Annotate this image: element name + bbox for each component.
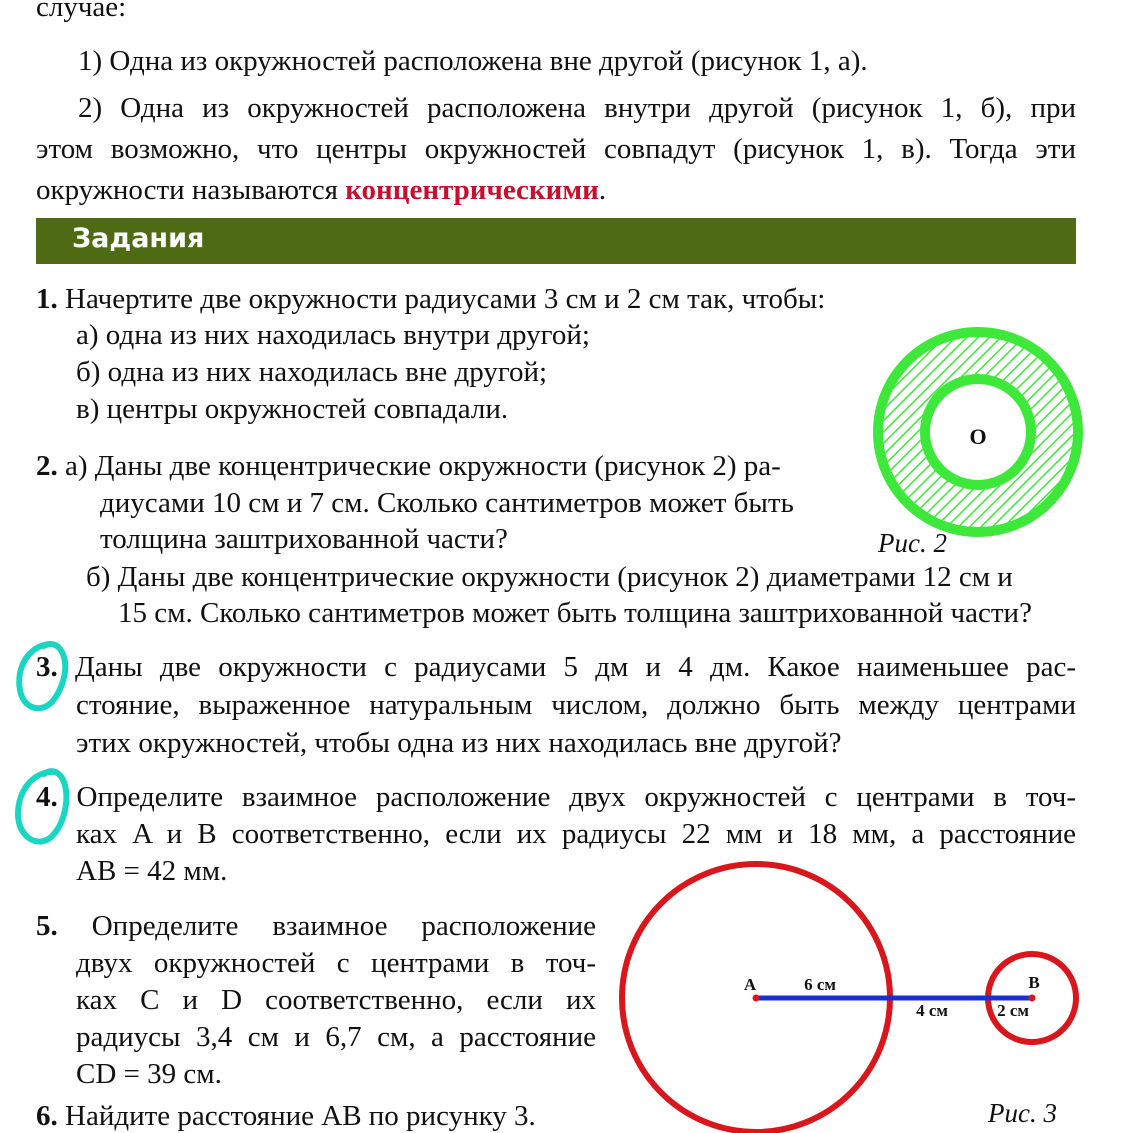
term-concentric: концентрическими <box>345 174 599 206</box>
task-text: Найдите расстояние AB по рисунку 3. <box>65 1100 536 1132</box>
label-a: A <box>743 975 757 994</box>
task-1 <box>36 282 825 316</box>
intro-case-2-line-3 <box>36 173 606 207</box>
handwritten-circle-mark-icon <box>10 764 80 854</box>
task-2-a-line-2: диусами 10 см и 7 см. Сколько сантиметров может быть <box>100 487 794 519</box>
task-6 <box>36 1099 536 1133</box>
task-3-line-1 <box>36 650 1076 684</box>
section-title: Задания <box>72 223 205 254</box>
task-3-line-3: этих окружностей, чтобы одна из них находилась вне другой? <box>76 727 842 759</box>
figure-2-caption: Рис. 2 <box>878 528 947 558</box>
task-5-line-3: ках C и D соответственно, если их <box>76 984 596 1016</box>
figure-3-two-circles <box>620 852 1080 1132</box>
figure-2-concentric-rings <box>868 322 1088 542</box>
task-3-line-2: стояние, выраженное натуральным числом, должно быть между центрами <box>76 689 1076 721</box>
task-number: 4. <box>36 781 58 813</box>
task-2-a-line-3: толщина заштрихованной части? <box>100 523 508 555</box>
task-2-b-line-2: 15 см. Сколько сантиметров может быть толщина заштрихованной части? <box>118 597 1032 629</box>
figure-3-caption: Рис. 3 <box>988 1098 1057 1128</box>
task-number: 5. <box>36 910 58 942</box>
task-2-b-line-1: б) Даны две концентрические окружности (рисунок 2) диаметрами 12 см и <box>86 561 1013 593</box>
intro-case-1: 1) Одна из окружностей расположена вне другой (рисунок 1, а). <box>78 45 868 77</box>
point-a <box>753 995 760 1002</box>
task-number: 3. <box>36 651 58 683</box>
task-text: Определите взаимное расположение <box>91 910 596 942</box>
task-5-line-2: двух окружностей с центрами в точ- <box>76 947 596 979</box>
label-4cm: 4 см <box>916 1001 948 1020</box>
label-b: B <box>1028 973 1040 992</box>
period: . <box>598 174 607 206</box>
intro-text: окружности называются <box>36 174 346 206</box>
task-number: 6. <box>36 1100 58 1132</box>
intro-case-2-line-1: 2) Одна из окружностей расположена внутри другой (рисунок 1, б), при <box>78 92 1076 124</box>
label-2cm: 2 см <box>997 1001 1029 1020</box>
task-1-a: а) одна из них находилась внутри другой; <box>76 319 590 351</box>
intro-case-2-line-2: этом возможно, что центры окружностей совпадут (рисунок 1, в). Тогда эти <box>36 133 1076 165</box>
intro-fragment: случае: <box>36 0 127 23</box>
task-number: 2. <box>36 450 58 482</box>
label-6cm: 6 см <box>804 975 836 994</box>
handwritten-circle-mark-icon <box>10 638 80 718</box>
task-5-line-1 <box>36 909 596 943</box>
center-label: O <box>969 424 987 449</box>
task-1-c: в) центры окружностей совпадали. <box>76 393 509 425</box>
task-5-line-4: радиусы 3,4 см и 6,7 см, а расстояние <box>76 1021 596 1053</box>
task-4-line-2: ках A и B соответственно, если их радиусы 22 мм и 18 мм, а расстояние <box>76 818 1076 850</box>
task-4-line-3: AB = 42 мм. <box>76 855 228 887</box>
task-2-a-line-1 <box>36 449 781 483</box>
task-5-line-5: CD = 39 см. <box>76 1058 222 1090</box>
task-4-line-1 <box>36 780 1076 814</box>
task-text: Начертите две окружности радиусами 3 см и 2 см так, чтобы: <box>65 283 826 315</box>
task-text: а) Даны две концентрические окружности (рисунок 2) ра- <box>65 450 781 482</box>
task-text: Даны две окружности с радиусами 5 дм и 4 дм. Какое наименьшее рас- <box>74 651 1076 683</box>
point-b <box>1029 995 1036 1002</box>
task-1-b: б) одна из них находилась вне другой; <box>76 356 548 388</box>
section-banner <box>36 218 1076 264</box>
task-number: 1. <box>36 283 58 315</box>
task-text: Определите взаимное расположение двух окружностей с центрами в точ- <box>76 781 1077 813</box>
